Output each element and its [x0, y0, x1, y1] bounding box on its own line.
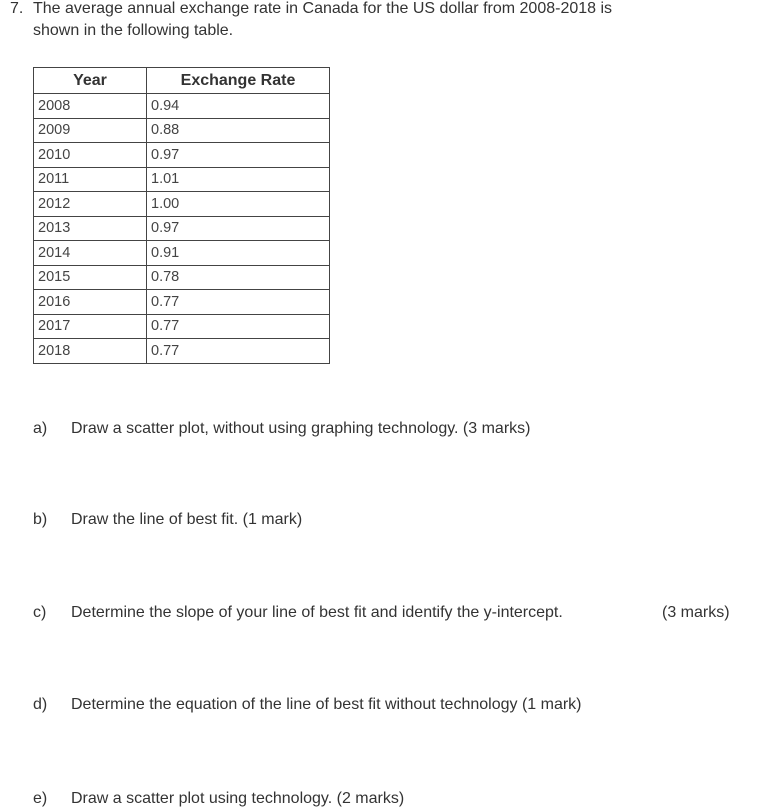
question-d — [0, 696, 764, 716]
rate-cell: 0.88 — [147, 118, 330, 143]
header-exchange-rate: Exchange Rate — [147, 68, 330, 94]
question-text: Draw a scatter plot, without using graphing technology. (3 marks) — [71, 420, 531, 437]
rate-cell: 0.94 — [147, 94, 330, 119]
question-b — [0, 511, 764, 531]
rate-cell: 0.77 — [147, 290, 330, 315]
question-label: d) — [33, 696, 48, 713]
question-number: 7. — [10, 0, 24, 17]
rate-cell: 1.01 — [147, 167, 330, 192]
rate-cell: 1.00 — [147, 192, 330, 217]
table-body — [34, 94, 330, 364]
table-row — [34, 216, 330, 241]
intro-line-1 — [10, 0, 750, 20]
question-text: Draw the line of best fit. (1 mark) — [71, 511, 303, 528]
intro-text-1: The average annual exchange rate in Canada for the US dollar from 2008-2018 is — [33, 0, 613, 17]
table-row — [34, 290, 330, 315]
year-cell: 2011 — [34, 167, 147, 192]
exchange-rate-table — [33, 67, 330, 364]
rate-cell: 0.78 — [147, 265, 330, 290]
year-cell: 2016 — [34, 290, 147, 315]
rate-cell: 0.91 — [147, 241, 330, 266]
table-row — [34, 143, 330, 168]
table-row — [34, 265, 330, 290]
question-label: c) — [33, 604, 47, 621]
year-cell: 2018 — [34, 339, 147, 364]
year-cell: 2014 — [34, 241, 147, 266]
year-cell: 2015 — [34, 265, 147, 290]
year-cell: 2009 — [34, 118, 147, 143]
question-label: a) — [33, 420, 48, 437]
question-text: Determine the equation of the line of best fit without technology (1 mark) — [71, 696, 582, 713]
header-year: Year — [34, 68, 147, 94]
question-a — [0, 420, 764, 440]
year-cell: 2013 — [34, 216, 147, 241]
rate-cell: 0.77 — [147, 314, 330, 339]
year-cell: 2012 — [34, 192, 147, 217]
table-row — [34, 167, 330, 192]
question-label: b) — [33, 511, 48, 528]
question-label: e) — [33, 790, 48, 807]
question-text: Draw a scatter plot using technology. (2 marks) — [71, 790, 405, 807]
table-row — [34, 192, 330, 217]
question-marks: (3 marks) — [662, 604, 730, 621]
table-row — [34, 241, 330, 266]
question-text: Determine the slope of your line of best fit and identify the y-intercept. — [71, 604, 563, 621]
table-row — [34, 94, 330, 119]
question-c — [0, 604, 764, 624]
intro-line-2: shown in the following table. — [33, 22, 234, 39]
table-row — [34, 314, 330, 339]
rate-cell: 0.97 — [147, 216, 330, 241]
year-cell: 2017 — [34, 314, 147, 339]
table-row — [34, 339, 330, 364]
table-row — [34, 118, 330, 143]
year-cell: 2010 — [34, 143, 147, 168]
question-e — [0, 790, 764, 810]
rate-cell: 0.97 — [147, 143, 330, 168]
year-cell: 2008 — [34, 94, 147, 119]
rate-cell: 0.77 — [147, 339, 330, 364]
table-header-row — [34, 68, 330, 94]
